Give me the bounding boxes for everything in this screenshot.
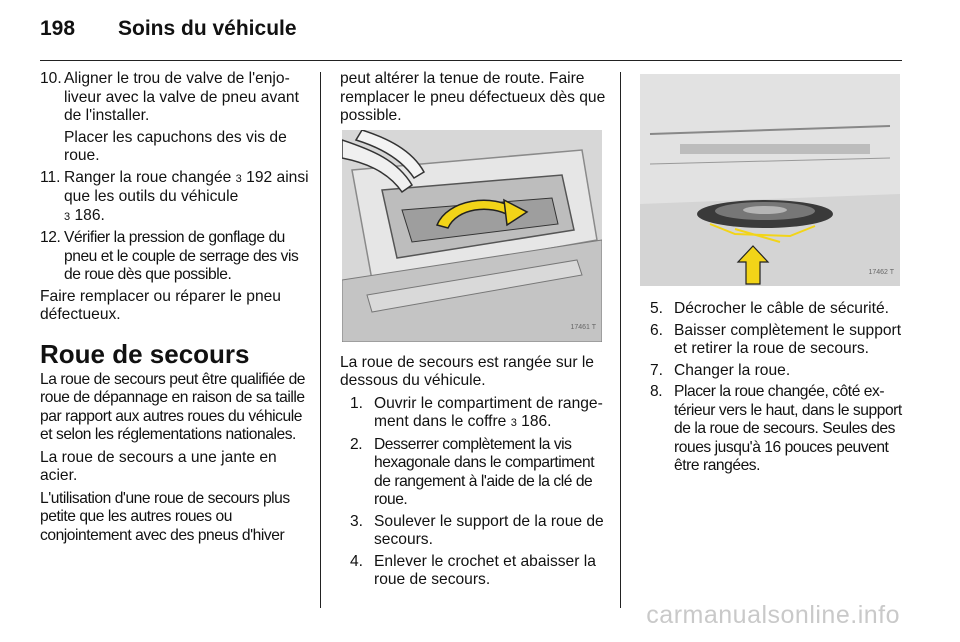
step-text: Soulever le support de la roue de secours. — [374, 512, 604, 548]
column-1 — [40, 70, 310, 549]
page-ref-icon: 3 — [235, 172, 242, 185]
step-text: Desserrer complètement la vis hexagonale dans le compartiment de rangement à l'aide de la clé de roue. — [374, 435, 595, 508]
step-11 — [40, 169, 310, 227]
step-text: Baisser complètement le support et retirer la roue de secours. — [674, 321, 902, 357]
step-number: 11. — [40, 168, 61, 186]
step-number: 5. — [650, 300, 664, 317]
step-1 — [350, 395, 608, 433]
header-rule — [40, 60, 902, 61]
step-text: ainsi que les outils du véhicule — [64, 168, 309, 205]
step-number: 4. — [350, 552, 364, 570]
step-text: Aligner le trou de valve de l'enjoliveur avec la valve de pneu avant de l'installer. — [64, 70, 299, 124]
page-ref[interactable]: 186. — [521, 413, 552, 430]
step-text: Ranger la roue changée — [64, 168, 232, 186]
page-number: 198 — [40, 17, 76, 40]
step-number: 6. — [650, 321, 664, 339]
column-divider-1 — [320, 72, 321, 608]
step-4 — [350, 553, 608, 590]
figure-code: 17462 T — [868, 268, 894, 276]
step-number: 2. — [350, 435, 363, 453]
step-number: 3. — [350, 512, 364, 530]
watermark: carmanualsonline.info — [646, 601, 900, 629]
step-number: 12. — [40, 229, 61, 246]
page-ref[interactable]: 192 — [246, 168, 273, 186]
trunk-compartment-illustration — [342, 130, 602, 342]
step-5 — [650, 300, 910, 319]
page-ref-icon: 3 — [510, 417, 517, 429]
step-2 — [350, 436, 608, 510]
figure-code: 17461 T — [570, 324, 596, 331]
step-text: Décrocher le câble de sécurité. — [674, 300, 889, 317]
column-divider-2 — [620, 72, 621, 608]
step-text: Placer les capuchons des vis de roue. — [64, 128, 287, 164]
step-3 — [350, 513, 608, 550]
step-number: 7. — [650, 361, 664, 379]
step-text: Vérifier la pression de gonflage du pneu et le couple de serrage des vis de roue dès que possible. — [64, 229, 299, 283]
page-ref-icon: 3 — [64, 210, 71, 223]
page-ref[interactable]: 186. — [74, 206, 105, 224]
paragraph: La roue de secours peut être qualifiée de roue de dépannage en raison de sa taille par rapport aux autres roues du véhicule et selon les réglementations nationales. — [40, 370, 306, 443]
step-10 — [40, 70, 310, 126]
step-text: Changer la roue. — [674, 361, 791, 379]
step-text: Enlever le crochet et abaisser la roue de secours. — [374, 552, 596, 588]
paragraph: La roue de secours est rangée sur le dessous du véhicule. — [340, 353, 594, 389]
step-number: 8. — [650, 383, 663, 400]
spare-wheel-illustration — [640, 74, 900, 286]
trunk-illustration-graphic — [342, 130, 602, 342]
section-heading: Roue de secours — [40, 338, 250, 369]
spare-wheel-graphic — [640, 74, 900, 286]
step-number: 1. — [350, 394, 364, 412]
paragraph: Faire remplacer ou réparer le pneu défectueux. — [40, 287, 281, 323]
paragraph: L'utilisation d'une roue de secours plus petite que les autres roues ou conjointement avec des pneus d'hiver — [40, 489, 290, 544]
step-8 — [650, 383, 910, 476]
paragraph: peut altérer la tenue de route. Faire remplacer le pneu défectueux dès que possible. — [340, 70, 606, 124]
paragraph: La roue de secours a une jante en acier. — [40, 448, 277, 484]
column-3 — [640, 70, 910, 479]
step-10-note — [40, 129, 310, 166]
step-6 — [650, 322, 910, 359]
step-7 — [650, 362, 910, 381]
step-number: 10. — [40, 70, 62, 87]
page-title: Soins du véhicule — [118, 17, 297, 40]
step-12 — [40, 229, 310, 285]
column-2 — [340, 70, 608, 593]
step-text: Placer la roue changée, côté extérieur vers le haut, dans le support de la roue de secours. Seules des roues jusqu'à 16 pouces peuvent être rangées. — [674, 383, 902, 474]
step-text: Ouvrir le compartiment de rangement dans le coffre — [374, 394, 603, 430]
